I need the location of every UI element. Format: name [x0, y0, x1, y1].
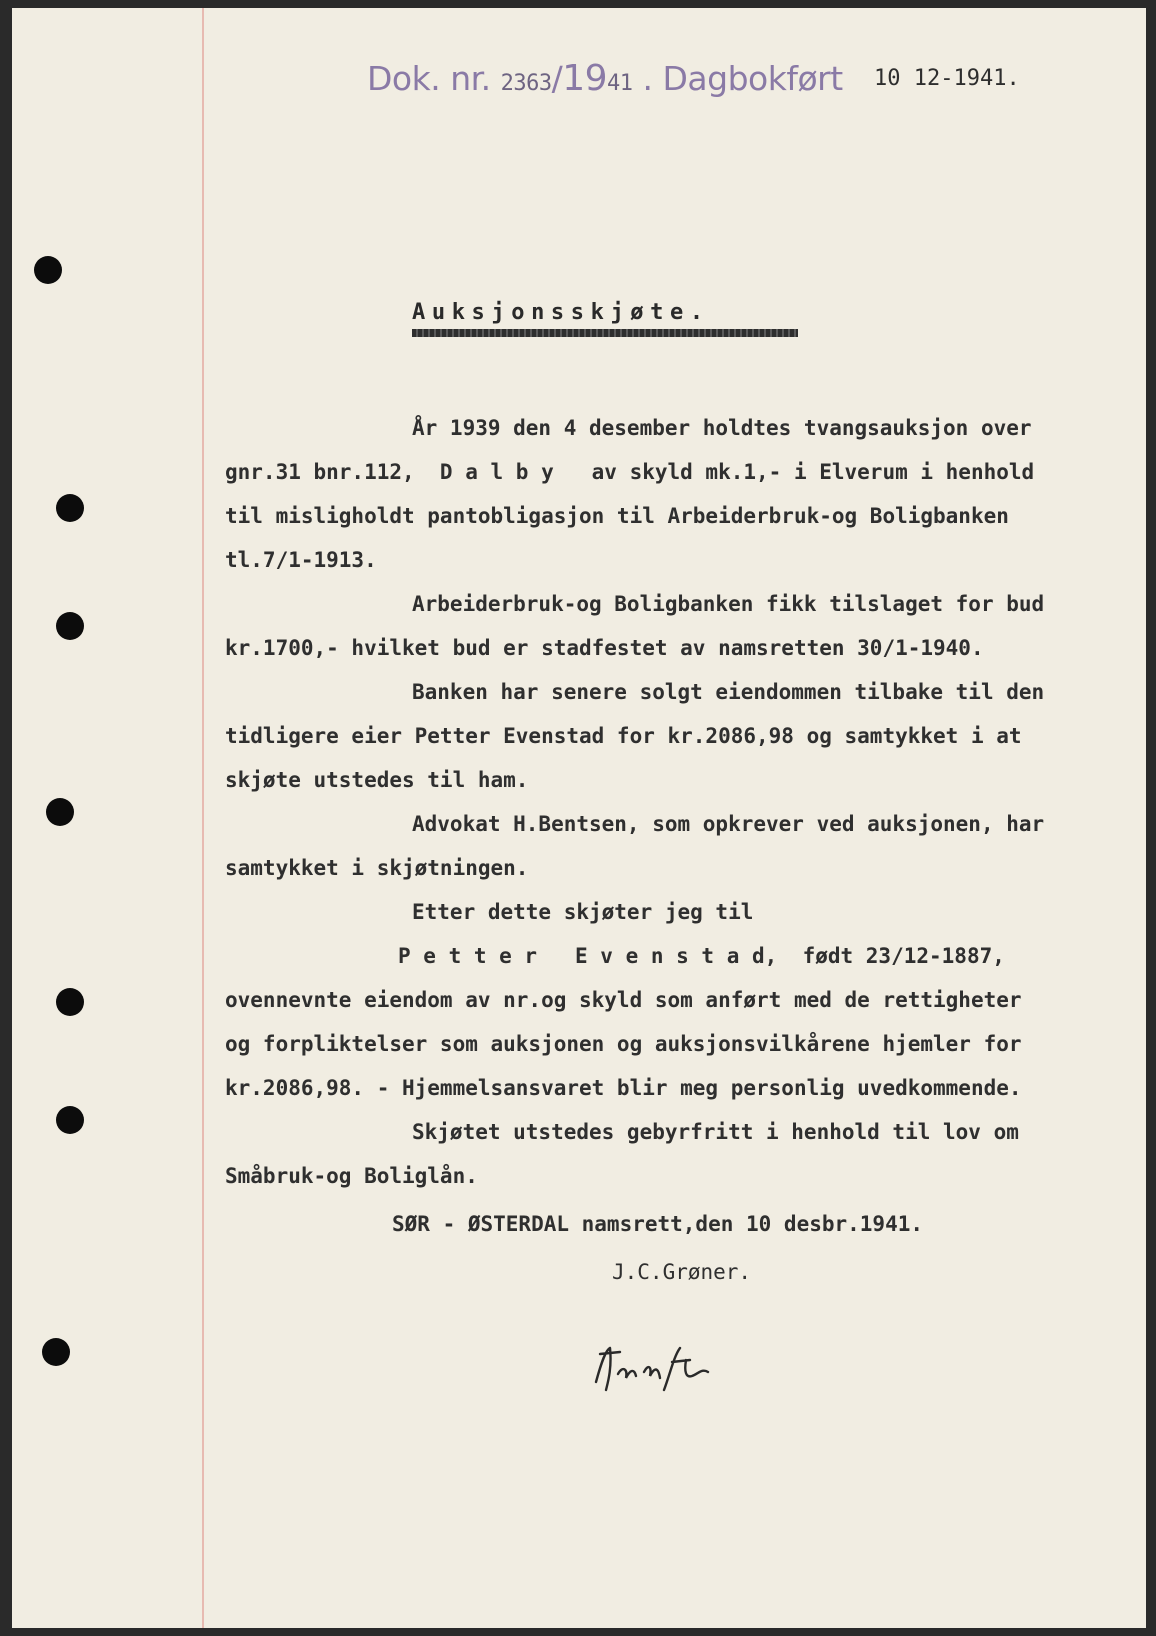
- stamp-number: 2363: [500, 71, 552, 96]
- body-line: tidligere eier Petter Evenstad for kr.2086,98 og samtykket i at: [225, 724, 1022, 748]
- punch-hole-icon: [56, 612, 84, 640]
- body-line: gnr.31 bnr.112, D a l b y av skyld mk.1,- i Elverum i henhold: [225, 460, 1035, 484]
- stamp-year-decade: 41: [607, 71, 633, 96]
- punch-hole-icon: [46, 798, 74, 826]
- punch-hole-icon: [56, 494, 84, 522]
- stamp-date: 10 12-1941.: [874, 66, 1020, 91]
- body-line: til misligholdt pantobligasjon til Arbeiderbruk-og Boligbanken: [225, 504, 1009, 528]
- body-line: ovennevnte eiendom av nr.og skyld som anført med de rettigheter: [225, 988, 1022, 1012]
- body-line: kr.1700,- hvilket bud er stadfestet av namsretten 30/1-1940.: [225, 636, 984, 660]
- stamp-year-century: 19: [562, 58, 608, 99]
- punch-hole-icon: [42, 1338, 70, 1366]
- stamp-suffix: . Dagbokført: [632, 59, 843, 98]
- heading-underline: [412, 329, 798, 337]
- signing-place-date: SØR - ØSTERDAL namsrett,den 10 desbr.1941.: [392, 1212, 924, 1236]
- stamp-slash: /: [551, 59, 563, 98]
- handwritten-signature-icon: [590, 1338, 720, 1398]
- margin-rule: [202, 8, 204, 1628]
- signatory-name: J.C.Grøner.: [612, 1260, 752, 1284]
- body-line: Skjøtet utstedes gebyrfritt i henhold til lov om: [412, 1120, 1019, 1144]
- punch-hole-icon: [56, 1106, 84, 1134]
- body-line: År 1939 den 4 desember holdtes tvangsauksjon over: [412, 416, 1032, 440]
- body-line: kr.2086,98. - Hjemmelsansvaret blir meg personlig uvedkommende.: [225, 1076, 1022, 1100]
- body-line: Banken har senere solgt eiendommen tilbake til den: [412, 680, 1045, 704]
- body-line: Arbeiderbruk-og Boligbanken fikk tilslaget for bud: [412, 592, 1045, 616]
- punch-hole-icon: [56, 988, 84, 1016]
- body-line: P e t t e r E v e n s t a d, født 23/12-1887,: [398, 944, 1005, 968]
- body-line: Etter dette skjøter jeg til: [412, 900, 754, 924]
- body-line: og forpliktelser som auksjonen og auksjonsvilkårene hjemler for: [225, 1032, 1022, 1056]
- document-page: [12, 8, 1146, 1628]
- body-line: Advokat H.Bentsen, som opkrever ved auksjonen, har: [412, 812, 1045, 836]
- stamp-prefix: Dok. nr.: [367, 59, 501, 98]
- body-line: samtykket i skjøtningen.: [225, 856, 529, 880]
- body-line: skjøte utstedes til ham.: [225, 768, 529, 792]
- body-line: tl.7/1-1913.: [225, 548, 377, 572]
- body-line: Småbruk-og Boliglån.: [225, 1164, 478, 1188]
- document-heading: Auksjonsskjøte.: [412, 300, 710, 325]
- punch-hole-icon: [34, 256, 62, 284]
- journal-stamp: [367, 58, 843, 99]
